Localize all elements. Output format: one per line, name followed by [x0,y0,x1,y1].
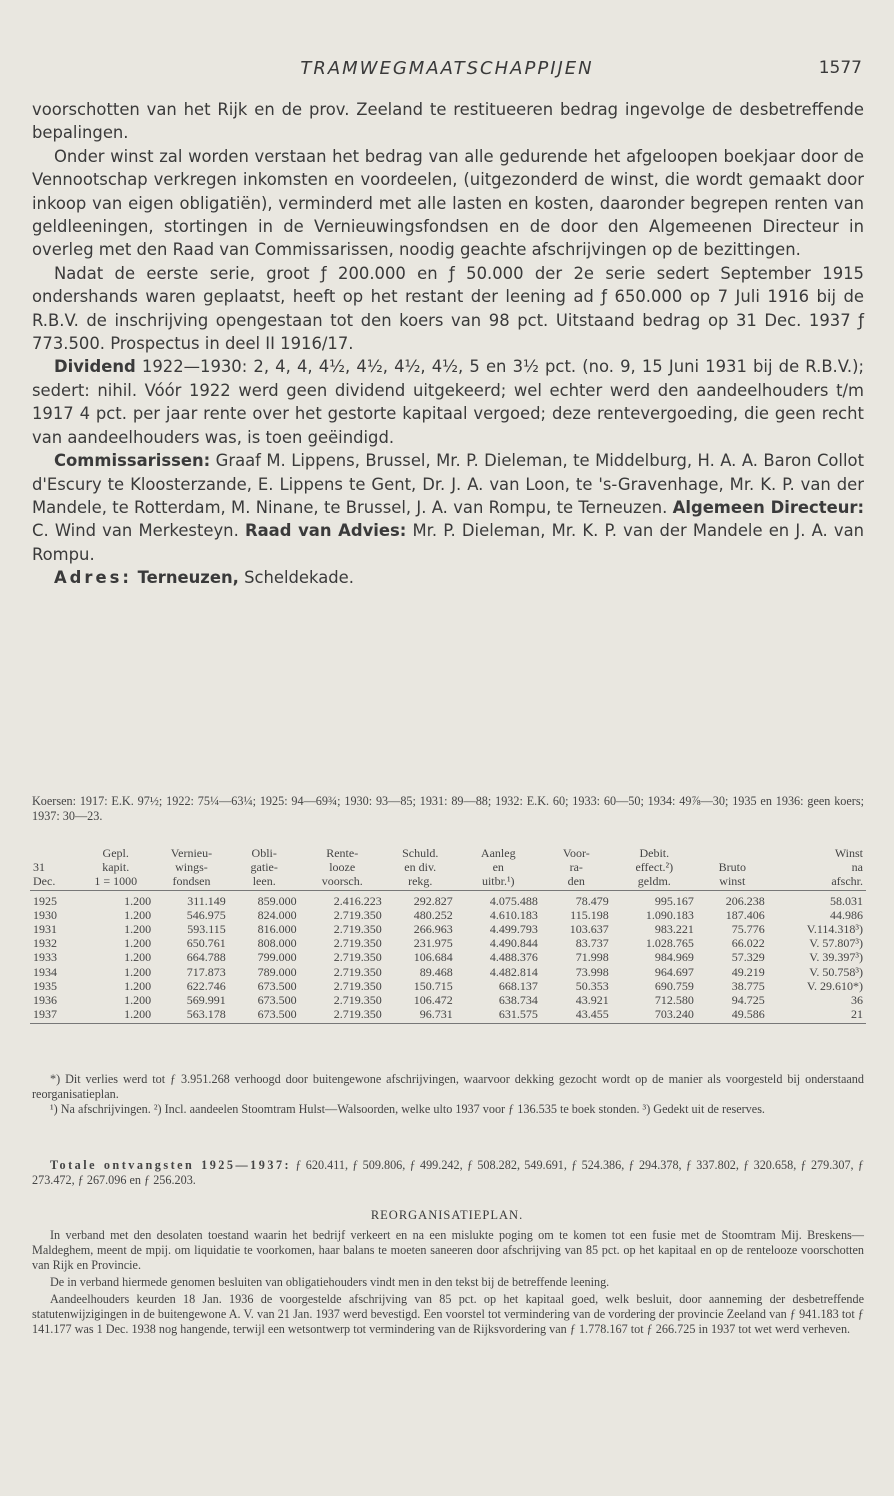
table-cell: 292.827 [413,893,453,908]
table-cell: 664.788 [186,950,226,965]
table-header-cell: Rente- [326,846,359,860]
table-cell: 816.000 [257,922,297,937]
table-cell: 650.761 [186,936,226,951]
table-row [30,922,866,936]
table-header-cell: gatie- [250,860,278,875]
table-year-cell: 1934 [33,964,57,979]
table-cell: 668.137 [498,978,538,993]
table-cell: 799.000 [257,950,297,965]
running-title: TRAMWEGMAATSCHAPPIJEN [300,58,594,79]
table-cell: 859.000 [257,893,297,908]
table-header-row [30,874,866,890]
table-header-cell: looze [329,860,356,875]
paragraph-dividend [32,355,864,449]
paragraph-adres [32,566,864,589]
dividend-label: Dividend [54,357,136,377]
table-cell: 546.975 [186,907,226,922]
table-cell: 83.737 [575,936,609,951]
table-cell: 1.200 [124,964,152,979]
table-header-cell: Bruto [718,860,746,875]
adres-label: Adres: [54,568,132,588]
dividend-text: 1922—1930: 2, 4, 4, 4½, 4½, 4½, 4½, 5 en 3½ pct. (no. 9, 15 Juni 1931 bij de R.B.V.); sedert: nihil. Vóór 1922 werd geen dividend uitgekeerd; wel echter werd den aandeelhouders t/m 1917 4 pct. per jaar rente over het gestorte kapitaal vergoed; deze rentevergoeding, die geen recht van aandeelhouders was, is toen geëindigd. [32,357,864,447]
table-cell: 43.455 [541,1007,612,1024]
table-cell: 1.200 [124,978,152,993]
table-cell: 206.238 [725,893,765,908]
table-cell: 36 [851,993,863,1008]
advies-text: Mr. P. Dieleman, Mr. K. P. van der Mandele en J. A. van Rompu. [32,521,865,564]
table-header-cell: rekg. [385,874,456,890]
table-cell: V.114.318³) [806,922,863,937]
footnotes [32,1072,864,1117]
table-cell: 2.416.223 [333,893,382,908]
table-cell: 58.031 [830,893,863,908]
table-year-cell: 1931 [33,922,57,937]
table-cell: 2.719.350 [333,936,382,951]
table-row [30,908,866,922]
table-cell: 103.637 [569,922,609,937]
directeur-text: C. Wind van Merkesteyn. [32,521,245,541]
table-header-row [30,846,866,860]
table-cell: 187.406 [725,907,765,922]
table-cell: 96.731 [385,1007,456,1024]
table-cell: 4.075.488 [489,893,538,908]
table-row [30,890,866,908]
table-cell: 673.500 [229,1007,300,1024]
table-row [30,950,866,964]
table-cell: 2.719.350 [333,950,382,965]
totale-label: Totale ontvangsten 1925—1937: [50,1158,292,1172]
table-cell: 94.725 [731,993,765,1008]
reorganisatie-p1: In verband met den desolaten toestand waarin het bedrijf verkeert en na een mislukte poging om te komen tot een fusie met de Stoomtram Mij. Breskens—Maldeghem, meent de mpij. om liquidatie te voorkomen, haar balans te moeten saneeren door afschrijving van 85 pct. op het kapitaal en op de rentelooze voorschotten van Rijk en Provincie. [32,1228,864,1272]
table-cell: 50.353 [575,978,609,993]
table-cell: 106.684 [413,950,453,965]
table-cell: 89.468 [419,964,453,979]
table-cell: 480.252 [413,907,453,922]
footnote-afschrijvingen: ¹) Na afschrijvingen. ²) Incl. aandeelen Stoomtram Hulst—Walsoorden, welke ulto 1937 voor ƒ 136.535 te boek stonden. ³) Gedekt uit de reserves. [50,1102,765,1116]
table-cell: 311.149 [187,893,226,908]
table-cell: 2.719.350 [333,907,382,922]
table-cell: 49.586 [697,1007,768,1024]
table-cell: 593.115 [187,922,226,937]
table-header-cell: Schuld. [402,846,439,860]
table-cell: 563.178 [154,1007,229,1024]
table-cell: 983.221 [654,922,694,937]
table-cell: 1.200 [124,936,152,951]
table-cell: 703.240 [612,1007,697,1024]
table-cell: V. 29.610*) [806,978,863,993]
reorganisatie-title: REORGANISATIEPLAN. [370,1208,524,1222]
table-cell: 4.482.814 [489,964,538,979]
table-cell: 1.200 [124,993,152,1008]
table-cell: 824.000 [257,907,297,922]
table-cell: 75.776 [731,922,765,937]
table-header-cell: den [541,874,612,890]
paragraph-voorschotten: voorschotten van het Rijk en de prov. Zeeland te restitueeren bedrag ingevolge de desbetreffende bepalingen. [32,100,864,143]
reorganisatie-p3: Aandeelhouders keurden 18 Jan. 1936 de voorgestelde afschrijving van 85 pct. op het kapitaal goed, welk besluit, door aanneming der desbetreffende statutenwijzigingen in de buitengewone A. V. van 21 Jan. 1937 werd bevestigd. Een voorstel tot vermindering van de vordering der provincie Zeeland van ƒ 941.183 tot ƒ 141.177 was 1 Dec. 1938 nog hangende, terwijl een wetsontwerp tot vermindering van de Rijksvordering van ƒ 1.778.167 tot ƒ 266.725 in 1937 tot wet werd verheven. [32,1292,864,1336]
table-row [30,993,866,1007]
table-cell: 2.719.350 [333,993,382,1008]
table-year-cell: 1937 [30,1007,77,1024]
table-cell: 21 [768,1007,866,1024]
paragraph-winst: Onder winst zal worden verstaan het bedrag van alle gedurende het afgeloopen boekjaar door de Vennootschap verkregen inkomsten en voordeelen, (uitgezonderd de winst, die wordt gemaakt door inkoop van eigen obligatiën), verminderd met alle lasten en kosten, daaronder begrepen renten van geldleeningen, stortingen in de Vernieuwingsfondsen en de door den Algemeenen Directeur in overleg met den Raad van Commissarissen, noodig geachte afschrijvingen op de bezittingen. [32,146,864,260]
table-header-cell: fondsen [154,874,229,890]
table-cell: 2.719.350 [333,964,382,979]
table-cell: 717.873 [186,964,226,979]
table-cell: 712.580 [654,993,694,1008]
table-cell: 4.499.793 [489,922,538,937]
table-row [30,936,866,950]
table-cell: 673.500 [257,978,297,993]
table-header-cell: effect.²) [635,860,674,875]
reorganisatie-p2: De in verband hiermede genomen besluiten van obligatiehouders vindt men in den tekst bij de betreffende leening. [50,1275,610,1289]
table-year-cell: 1925 [33,893,57,908]
table-year-cell: 1930 [33,907,57,922]
table-row [30,1007,866,1024]
table-header-cell: winst [697,874,768,890]
table-header-cell: leen. [229,874,300,890]
table-cell: 2.719.350 [333,922,382,937]
table-cell: 150.715 [413,978,453,993]
table-cell: 106.472 [413,993,453,1008]
table-cell: 673.500 [257,993,297,1008]
table-cell: 964.697 [654,964,694,979]
commissarissen-label: Commissarissen: [54,451,211,471]
totale-text: ƒ 620.411, ƒ 509.806, ƒ 499.242, ƒ 508.282, 549.691, ƒ 524.386, ƒ 294.378, ƒ 337.802, ƒ 320.658, ƒ 279.307, ƒ 273.472, ƒ 267.096 en ƒ 256.203. [32,1158,864,1187]
table-cell: 115.198 [570,907,609,922]
table-year-cell: 1935 [33,978,57,993]
page-header [32,58,862,84]
table-cell: 38.775 [731,978,765,993]
table-cell: V. 57.807³) [809,936,863,951]
table-cell: 569.991 [186,993,226,1008]
table-cell: 1.200 [124,893,152,908]
table-cell: 808.000 [257,936,297,951]
table-header-cell: 31 [33,860,45,875]
commissarissen-text: Graaf M. Lippens, Brussel, Mr. P. Dieleman, te Middelburg, H. A. A. Baron Collot d'Escury te Kloosterzande, E. Lippens te Gent, Dr. J. A. van Loon, te 's-Gravenhage, Mr. K. P. van der Mandele, te Rotterdam, M. Ninane, te Brussel, J. A. van Rompu, te Terneuzen. [32,451,864,517]
table-cell: 2.719.350 [300,1007,385,1024]
table-header-cell: en [492,860,504,875]
table-cell: 1.200 [124,907,152,922]
table-header-cell [697,846,768,860]
table-cell: 2.719.350 [333,978,382,993]
table-cell: 73.998 [575,964,609,979]
table-cell: 789.000 [257,964,297,979]
table-cell: 44.986 [830,907,863,922]
table-header-cell: Aanleg [480,846,516,860]
table-cell: 1.028.765 [645,936,694,951]
table-year-cell: 1936 [33,993,57,1008]
table-cell: V. 39.397³) [809,950,863,965]
table-cell: 66.022 [731,936,765,951]
table-header-row [30,860,866,874]
table-header-cell: en div. [404,860,437,875]
table-header-cell: wings- [175,860,208,875]
table-header-cell: Dec. [30,874,77,890]
table-header-cell: geldm. [612,874,697,890]
table-header-cell: 1 = 1000 [77,874,154,890]
table-cell: 266.963 [413,922,453,937]
table-cell: 43.921 [575,993,609,1008]
table-header-cell: kapit. [102,860,130,875]
table-cell: V. 50.758³) [809,964,863,979]
table-cell: 4.488.376 [489,950,538,965]
table-year-cell: 1933 [33,950,57,965]
table-header-cell: Vernieu- [170,846,213,860]
table-year-cell: 1932 [33,936,57,951]
reorganisatie-body [32,1228,864,1337]
paragraph-leening: Nadat de eerste serie, groot ƒ 200.000 en ƒ 50.000 der 2e serie sedert September 1915 ondershands waren geplaatst, heeft op het restant der leening ad ƒ 650.000 op 7 Juli 1916 bij de R.B.V. de inschrijving opengestaan tot den koers van 98 pct. Uitstaand bedrag op 31 Dec. 1937 ƒ 773.500. Prospectus in deel II 1916/17. [32,263,864,354]
advies-label: Raad van Advies: [244,521,407,541]
totale-ontvangsten [32,1158,864,1188]
table-header-cell: Winst [834,846,863,860]
table-header-cell: Obli- [251,846,277,860]
table-cell: 57.329 [731,950,765,965]
main-text [32,98,864,590]
table-cell: 4.610.183 [489,907,538,922]
table-header-cell: afschr. [768,874,866,890]
table-header-cell: uitbr.¹) [456,874,541,890]
table-cell: 78.479 [575,893,609,908]
table-cell: 231.975 [413,936,453,951]
table-header-cell: Gepl. [102,846,129,860]
table-header-cell: na [851,860,863,875]
table-cell: 71.998 [575,950,609,965]
table-header-cell: ra- [569,860,583,875]
table-cell: 638.734 [498,993,538,1008]
koersen-text: Koersen: 1917: E.K. 97½; 1922: 75¼—63¼; 1925: 94—69¾; 1930: 93—85; 1931: 89—88; 1932: E.K. 60; 1933: 60—50; 1934: 49⅞—30; 1935 en 1936: geen koers; 1937: 30—23. [32,794,864,823]
table-row [30,965,866,979]
table-cell: 1.200 [77,1007,154,1024]
directeur-label: Algemeen Directeur: [672,497,864,517]
table-cell: 984.969 [654,950,694,965]
table-header-cell: Voor- [562,846,590,860]
table-header-cell [30,846,77,860]
table-cell: 4.490.844 [489,936,538,951]
table-cell: 690.759 [654,978,694,993]
adres-text: Scheldekade. [238,568,354,588]
table-cell: 631.575 [456,1007,541,1024]
table-row [30,979,866,993]
financial-table [30,846,866,1024]
table-cell: 1.200 [124,950,152,965]
table-header-cell: Debit. [639,846,670,860]
table-cell: 1.200 [124,922,152,937]
footnote-verlies: *) Dit verlies werd tot ƒ 3.951.268 verhoogd door buitengewone afschrijvingen, waarvoor dekking gezocht wordt op de manier als voorgesteld bij onderstaand reorganisatieplan. [32,1072,864,1101]
koersen-block [32,794,864,824]
paragraph-commissarissen [32,449,864,566]
table-cell: 622.746 [186,978,226,993]
page-number: 1577 [818,58,862,78]
adres-city: Terneuzen, [131,568,239,588]
table-header-cell: voorsch. [300,874,385,890]
table-cell: 49.219 [731,964,765,979]
table-cell: 1.090.183 [645,907,694,922]
table-cell: 995.167 [654,893,694,908]
